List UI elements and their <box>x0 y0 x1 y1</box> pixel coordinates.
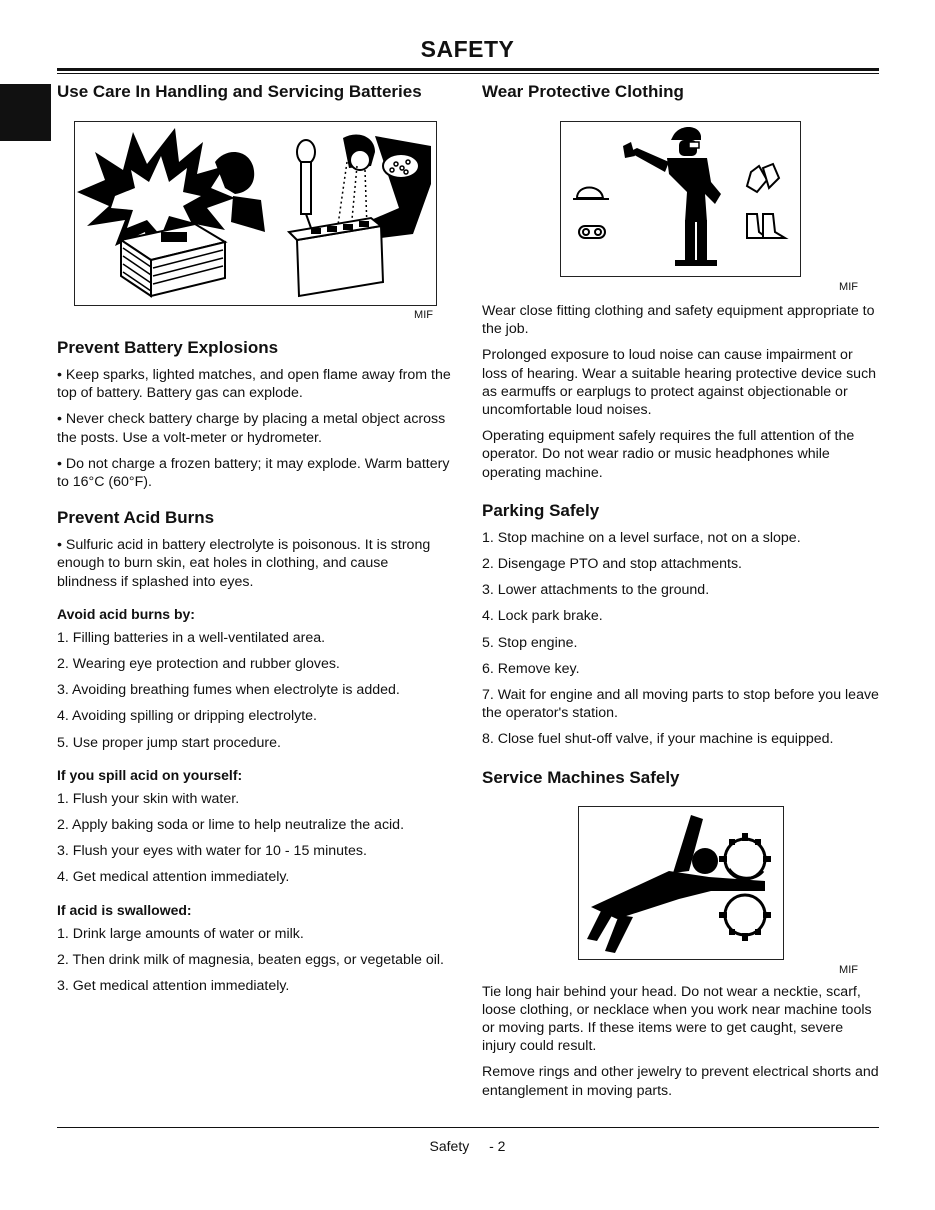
figure-code: MIF <box>414 309 433 321</box>
list-item: 2. Then drink milk of magnesia, beaten eggs, or vegetable oil. <box>57 951 444 968</box>
page-footer <box>0 1138 935 1154</box>
service-heading: Service Machines Safely <box>482 767 680 787</box>
list-item: • Never check battery charge by placing a metal object across the posts. Use a volt-meter or hydrometer. <box>57 411 446 446</box>
list-item: 3. Get medical attention immediately. <box>57 978 290 995</box>
list-item: 7. Wait for engine and all moving parts to stop before you leave the operator's station. <box>482 687 879 722</box>
acid-heading: Prevent Acid Burns <box>57 508 215 528</box>
list-item: 5. Use proper jump start procedure. <box>57 734 281 751</box>
list-item: 4. Lock park brake. <box>482 608 603 625</box>
list-item: 4. Avoiding spilling or dripping electrolyte. <box>57 708 317 725</box>
paragraph: Tie long hair behind your head. Do not wear a necktie, scarf, loose clothing, or necklace when you work near machine tools or moving parts. If these items were to get caught, severe injury could result. <box>482 983 872 1055</box>
avoid-heading: Avoid acid burns by: <box>57 605 195 622</box>
list-item: 6. Remove key. <box>482 660 580 677</box>
list-item: 3. Flush your eyes with water for 10 - 15 minutes. <box>57 843 367 860</box>
footer-rule <box>57 1127 879 1128</box>
protective-clothing-illustration <box>560 121 801 277</box>
figure-code: MIF <box>839 963 858 976</box>
list-item: • Keep sparks, lighted matches, and open flame away from the top of battery. Battery gas can explode. <box>57 367 451 402</box>
paragraph: Prolonged exposure to loud noise can cause impairment or loss of hearing. Wear a suitable hearing protective device such as earmuffs or earplugs to protect against objectionable or uncomfortable loud noises. <box>482 347 877 419</box>
section-tab-marker <box>0 84 51 141</box>
header-rule-thin <box>57 73 879 74</box>
clothing-heading: Wear Protective Clothing <box>482 82 684 101</box>
left-column <box>57 80 452 995</box>
spill-heading: If you spill acid on yourself: <box>57 766 243 783</box>
list-item: 2. Wearing eye protection and rubber gloves. <box>57 656 340 673</box>
battery-hazard-illustration <box>74 121 437 306</box>
entanglement-illustration <box>578 806 784 960</box>
paragraph: Remove rings and other jewelry to prevent electrical shorts and entanglement in moving parts. <box>482 1064 879 1099</box>
header-rule <box>57 68 879 71</box>
list-item: 1. Stop machine on a level surface, not on a slope. <box>482 529 801 546</box>
explosions-heading: Prevent Battery Explosions <box>57 338 279 357</box>
entanglement-hazard-icon <box>579 807 783 959</box>
list-item: 1. Filling batteries in a well-ventilated area. <box>57 629 326 646</box>
footer-section: Safety <box>429 1138 470 1154</box>
list-item: 8. Close fuel shut-off valve, if your machine is equipped. <box>482 731 834 748</box>
page-title: SAFETY <box>420 36 515 62</box>
parking-heading: Parking Safely <box>482 500 600 520</box>
list-item: 5. Stop engine. <box>482 634 578 651</box>
list-item: 4. Get medical attention immediately. <box>57 869 290 886</box>
list-item: 3. Lower attachments to the ground. <box>482 582 710 599</box>
acid-intro: • Sulfuric acid in battery electrolyte is poisonous. It is strong enough to burn skin, eat holes in clothing, and cause blindness if splashed into eyes. <box>57 537 431 590</box>
figure-code: MIF <box>839 281 858 293</box>
list-item: 2. Apply baking soda or lime to help neutralize the acid. <box>57 817 405 834</box>
list-item: • Do not charge a frozen battery; it may explode. Warm battery to 16°C (60°F). <box>57 455 450 491</box>
batteries-heading: Use Care In Handling and Servicing Batteries <box>57 82 422 101</box>
list-item: 1. Flush your skin with water. <box>57 790 240 807</box>
page-number: - 2 <box>489 1138 506 1154</box>
battery-explosion-icon <box>75 122 436 305</box>
paragraph: Operating equipment safely requires the full attention of the operator. Do not wear radio or music headphones while operating machine. <box>482 428 855 481</box>
list-item: 3. Avoiding breathing fumes when electrolyte is added. <box>57 682 400 699</box>
list-item: 1. Drink large amounts of water or milk. <box>57 925 304 942</box>
swallow-heading: If acid is swallowed: <box>57 901 192 918</box>
paragraph: Wear close fitting clothing and safety equipment appropriate to the job. <box>482 303 875 338</box>
protective-gear-icon <box>561 122 800 276</box>
list-item: 2. Disengage PTO and stop attachments. <box>482 556 742 573</box>
right-column <box>482 80 880 1100</box>
